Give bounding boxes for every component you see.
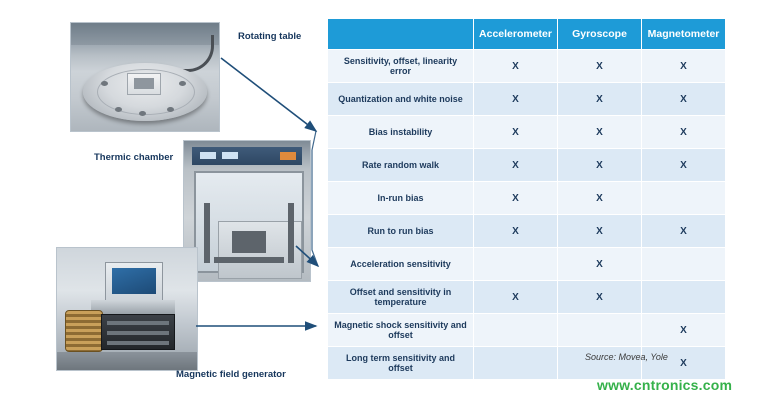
table-row xyxy=(328,281,726,314)
source-note: Source: Movea, Yole xyxy=(585,352,668,362)
cell-accelerometer xyxy=(474,248,558,281)
cell-gyroscope: X xyxy=(558,149,642,182)
cell-gyroscope xyxy=(558,314,642,347)
cell-magnetometer xyxy=(642,182,726,215)
cell-accelerometer: X xyxy=(474,116,558,149)
table-row xyxy=(328,215,726,248)
cell-accelerometer: X xyxy=(474,50,558,83)
row-label: Long term sensitivity and offset xyxy=(328,347,474,380)
label-rotating-table: Rotating table xyxy=(238,31,302,42)
row-label: Quantization and white noise xyxy=(328,83,474,116)
cell-accelerometer: X xyxy=(474,83,558,116)
row-label: Sensitivity, offset, linearity error xyxy=(328,50,474,83)
cell-magnetometer xyxy=(642,281,726,314)
row-label: In-run bias xyxy=(328,182,474,215)
label-magnetic-field-generator: Magnetic field generator xyxy=(176,369,286,380)
table-row xyxy=(328,116,726,149)
cell-gyroscope: X xyxy=(558,281,642,314)
cell-gyroscope: X xyxy=(558,182,642,215)
row-label: Bias instability xyxy=(328,116,474,149)
row-label: Offset and sensitivity in temperature xyxy=(328,281,474,314)
table-row xyxy=(328,83,726,116)
cell-gyroscope: X xyxy=(558,50,642,83)
row-label: Run to run bias xyxy=(328,215,474,248)
label-thermic-chamber: Thermic chamber xyxy=(94,152,174,163)
arrow-rotating-table xyxy=(221,58,316,131)
column-header-gyroscope: Gyroscope xyxy=(558,19,642,50)
row-label: Magnetic shock sensitivity and offset xyxy=(328,314,474,347)
table-row xyxy=(328,149,726,182)
cell-accelerometer: X xyxy=(474,182,558,215)
cell-accelerometer: X xyxy=(474,149,558,182)
cell-gyroscope: X xyxy=(558,83,642,116)
cell-magnetometer: X xyxy=(642,347,726,380)
cell-magnetometer: X xyxy=(642,50,726,83)
cell-gyroscope: X xyxy=(558,215,642,248)
table-row xyxy=(328,248,726,281)
cell-gyroscope: X xyxy=(558,116,642,149)
column-header-magnetometer: Magnetometer xyxy=(642,19,726,50)
cell-magnetometer: X xyxy=(642,314,726,347)
row-label: Acceleration sensitivity xyxy=(328,248,474,281)
table-row xyxy=(328,314,726,347)
cell-magnetometer: X xyxy=(642,116,726,149)
table-row xyxy=(328,50,726,83)
watermark: www.cntronics.com xyxy=(597,377,733,393)
cell-gyroscope: X xyxy=(558,248,642,281)
column-header-accelerometer: Accelerometer xyxy=(474,19,558,50)
cell-magnetometer: X xyxy=(642,83,726,116)
cell-magnetometer: X xyxy=(642,215,726,248)
cell-magnetometer xyxy=(642,248,726,281)
arrow-brace xyxy=(312,131,318,266)
cell-accelerometer xyxy=(474,314,558,347)
cell-accelerometer: X xyxy=(474,281,558,314)
cell-accelerometer xyxy=(474,347,558,380)
table-header-row xyxy=(328,19,726,50)
sensor-error-matrix-table xyxy=(327,18,726,380)
table-corner-header xyxy=(328,19,474,50)
cell-accelerometer: X xyxy=(474,215,558,248)
table-row xyxy=(328,182,726,215)
row-label: Rate random walk xyxy=(328,149,474,182)
cell-magnetometer: X xyxy=(642,149,726,182)
